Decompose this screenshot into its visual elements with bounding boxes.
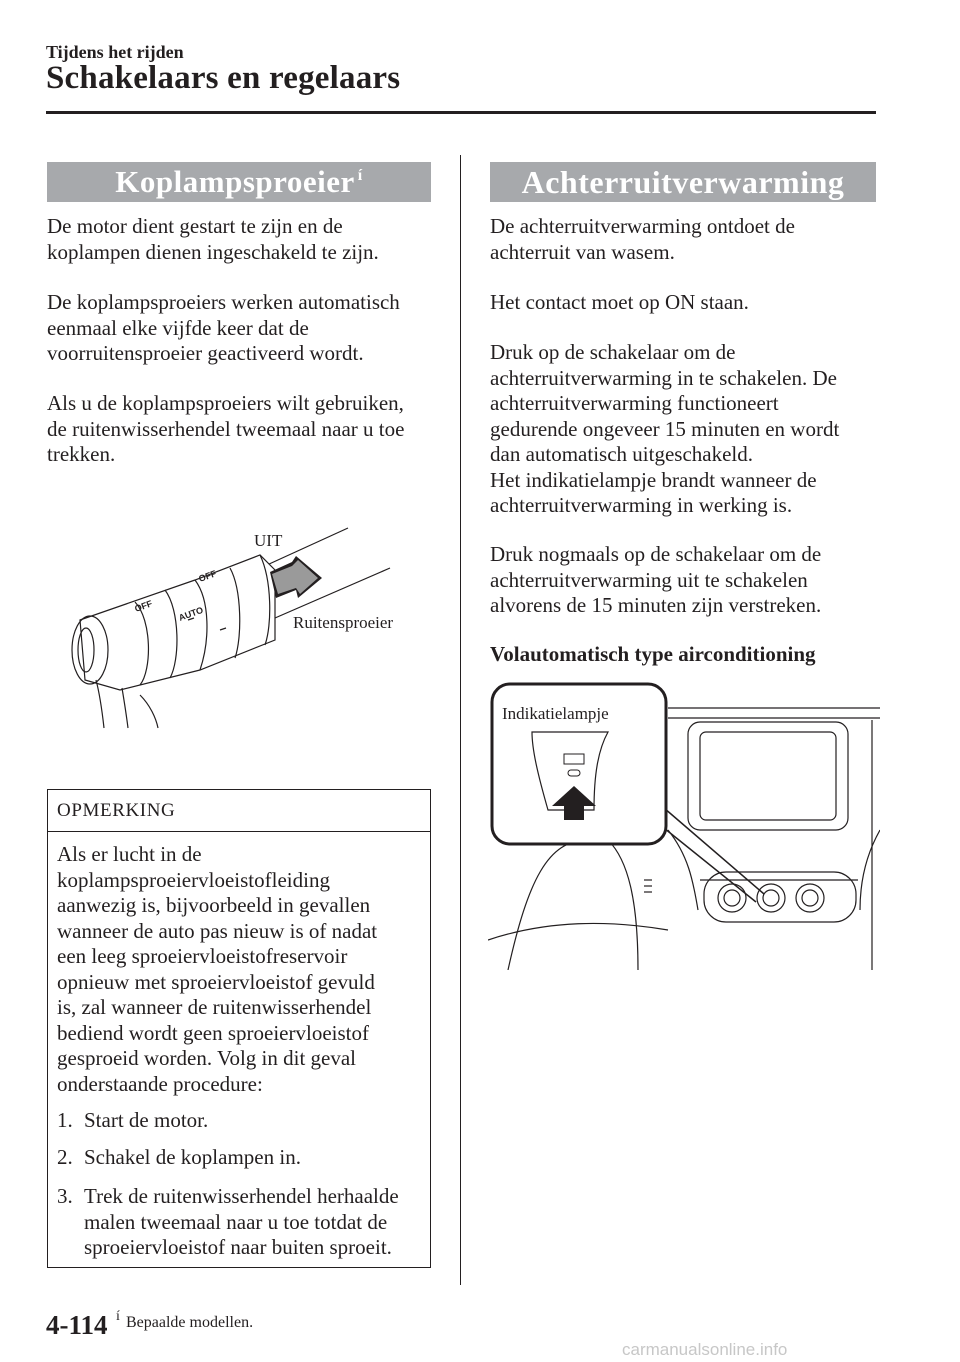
- model-star-icon: í: [116, 1309, 120, 1324]
- paragraph: De koplampsproeiers werken automatisch eenmaal elke vijfde keer dat de voorruitensproeier geactiveerd wordt.: [47, 290, 400, 365]
- note-box: [47, 789, 431, 1268]
- subheading-aircon: Volautomatisch type airconditioning: [490, 642, 816, 666]
- step-text: Schakel de koplampen in.: [84, 1145, 301, 1169]
- figure-label-ruitensproeier: Ruitensproeier: [293, 613, 394, 632]
- column-divider: [460, 155, 461, 1285]
- paragraph: Druk op de schakelaar om de achterruitverwarming in te schakelen. De achterruitverwarming functioneert gedurende ongeveer 15 minuten en wordt dan automatisch uitgeschakeld. Het indikatielampje brandt wanneer de achterruitverwarming in werking is.: [490, 340, 840, 517]
- note-body: Als er lucht in de koplampsproeiervloeistofleiding aanwezig is, bijvoorbeeld in gevallen wanneer de auto pas nieuw is of nadat een leeg sproeiervloeistofreservoir opnieuw met sproeiervloeistof gevuld is, zal wanneer de ruitenwisserhendel bediend wordt geen sproeiervloeistof gesproeid worden. Volg in dit geval onderstaande procedure:: [57, 842, 378, 1096]
- step-text: Trek de ruitenwisserhendel herhaalde malen tweemaal naar u toe totdat de sproeiervloeistof naar buiten sproeit.: [84, 1184, 399, 1259]
- step-number: 2.: [57, 1145, 73, 1169]
- note-title: OPMERKING: [48, 790, 430, 832]
- step-item: [57, 1108, 429, 1134]
- page-number: 4-114: [46, 1310, 108, 1340]
- step-text: Start de motor.: [84, 1108, 209, 1132]
- step-item: [57, 1184, 429, 1261]
- footer-note: Bepaalde modellen.: [126, 1314, 254, 1331]
- step-number: 3.: [57, 1184, 73, 1208]
- heading-achterruitverwarming: Achterruitverwarming: [490, 162, 876, 202]
- lever-off-label: OFF: [197, 568, 218, 584]
- figure-label-indikatielampje: Indikatielampje: [502, 704, 609, 723]
- lever-auto-label: AUTO: [177, 604, 205, 623]
- section-label: Tijdens het rijden: [46, 42, 184, 62]
- paragraph: Het contact moet op ON staan.: [490, 290, 749, 314]
- paragraph: De motor dient gestart te zijn en de koplampen dienen ingeschakeld te zijn.: [47, 214, 379, 264]
- paragraph: De achterruitverwarming ontdoet de achterruit van wasem.: [490, 214, 795, 264]
- page-title: Schakelaars en regelaars: [46, 60, 401, 96]
- paragraph: Druk nogmaals op de schakelaar om de achterruitverwarming uit te schakelen alvorens de 15 minuten zijn verstreken.: [490, 542, 822, 617]
- step-item: [57, 1145, 429, 1171]
- watermark: carmanualsonline.info: [622, 1340, 788, 1359]
- figure-label-uit: UIT: [254, 531, 283, 550]
- step-number: 1.: [57, 1108, 73, 1132]
- heading-koplampsproeier: [47, 162, 431, 202]
- model-star-icon: í: [357, 167, 363, 184]
- lever-off-label: OFF: [133, 598, 154, 614]
- header-rule: [46, 111, 876, 114]
- paragraph: Als u de koplampsproeiers wilt gebruiken, de ruitenwisserhendel tweemaal naar u toe trekken.: [47, 391, 405, 466]
- heading-text: Koplampsproeier: [115, 164, 355, 199]
